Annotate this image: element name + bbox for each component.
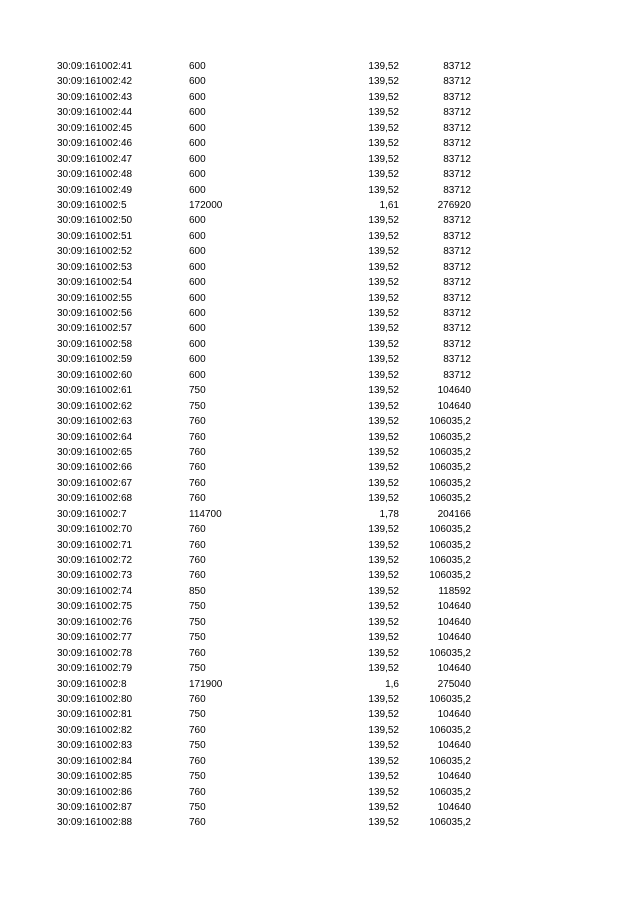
value-cell: 83712 bbox=[443, 230, 471, 242]
table-row bbox=[0, 661, 640, 676]
area-cell: 171900 bbox=[189, 678, 223, 690]
area-cell: 600 bbox=[189, 308, 206, 319]
table-row bbox=[0, 337, 640, 352]
table-row bbox=[0, 90, 640, 105]
cadastral-number-cell: 30:09:161002:77 bbox=[57, 632, 133, 644]
table-row bbox=[0, 167, 640, 182]
cadastral-number-cell: 30:09:161002:59 bbox=[57, 354, 133, 366]
value-cell: 83712 bbox=[443, 61, 471, 72]
area-cell: 760 bbox=[189, 446, 206, 458]
rate-cell: 1,78 bbox=[379, 508, 399, 520]
area-cell: 600 bbox=[189, 246, 206, 258]
area-cell: 600 bbox=[189, 292, 206, 304]
area-cell: 600 bbox=[189, 230, 206, 242]
table-row bbox=[0, 584, 640, 599]
cadastral-number-cell: 30:09:161002:52 bbox=[57, 246, 133, 258]
value-cell: 106035,2 bbox=[429, 724, 471, 736]
table-row bbox=[0, 399, 640, 414]
table-row bbox=[0, 275, 640, 290]
area-cell: 760 bbox=[189, 647, 206, 659]
table-row bbox=[0, 815, 640, 830]
value-cell: 118592 bbox=[438, 585, 471, 597]
value-cell: 83712 bbox=[443, 246, 471, 258]
rate-cell: 139,52 bbox=[368, 277, 399, 289]
rate-cell: 139,52 bbox=[368, 663, 399, 675]
rate-cell: 139,52 bbox=[368, 709, 399, 721]
rate-cell: 139,52 bbox=[368, 184, 399, 196]
area-cell: 760 bbox=[189, 555, 206, 566]
area-cell: 750 bbox=[189, 771, 206, 783]
area-cell: 760 bbox=[189, 724, 206, 736]
cadastral-number-cell: 30:09:161002:65 bbox=[57, 446, 133, 458]
cadastral-number-cell: 30:09:161002:71 bbox=[57, 539, 133, 551]
value-cell: 106035,2 bbox=[429, 431, 471, 443]
value-cell: 104640 bbox=[437, 771, 471, 783]
area-cell: 600 bbox=[189, 261, 206, 273]
cadastral-number-cell: 30:09:161002:50 bbox=[57, 215, 133, 227]
cadastral-number-cell: 30:09:161002:55 bbox=[57, 292, 133, 304]
cadastral-number-cell: 30:09:161002:66 bbox=[57, 462, 133, 474]
rate-cell: 139,52 bbox=[368, 724, 399, 736]
value-cell: 106035,2 bbox=[429, 647, 471, 659]
cadastral-number-cell: 30:09:161002:45 bbox=[57, 122, 133, 134]
table-row bbox=[0, 738, 640, 753]
rate-cell: 139,52 bbox=[368, 632, 399, 644]
cadastral-number-cell: 30:09:161002:5 bbox=[57, 199, 127, 211]
value-cell: 83712 bbox=[443, 215, 471, 227]
table-row bbox=[0, 59, 640, 74]
area-cell: 172000 bbox=[189, 199, 223, 211]
table-row bbox=[0, 723, 640, 738]
value-cell: 83712 bbox=[443, 261, 471, 273]
area-cell: 600 bbox=[189, 169, 206, 181]
rate-cell: 139,52 bbox=[368, 91, 399, 103]
cadastral-number-cell: 30:09:161002:8 bbox=[57, 678, 127, 690]
rate-cell: 139,52 bbox=[368, 230, 399, 242]
value-cell: 104640 bbox=[437, 385, 471, 397]
value-cell: 83712 bbox=[443, 107, 471, 119]
rate-cell: 139,52 bbox=[368, 107, 399, 119]
value-cell: 104640 bbox=[437, 616, 471, 628]
table-row bbox=[0, 383, 640, 398]
cadastral-number-cell: 30:09:161002:43 bbox=[57, 91, 133, 103]
table-row bbox=[0, 105, 640, 120]
value-cell: 106035,2 bbox=[429, 524, 471, 536]
table-row bbox=[0, 538, 640, 553]
area-cell: 760 bbox=[189, 570, 206, 582]
rate-cell: 139,52 bbox=[368, 802, 399, 813]
table-row bbox=[0, 568, 640, 583]
table-row bbox=[0, 491, 640, 506]
cadastral-number-cell: 30:09:161002:78 bbox=[57, 647, 133, 659]
rate-cell: 139,52 bbox=[368, 338, 399, 350]
rate-cell: 139,52 bbox=[368, 369, 399, 381]
table-row bbox=[0, 291, 640, 306]
cadastral-number-cell: 30:09:161002:84 bbox=[57, 755, 133, 767]
cadastral-number-cell: 30:09:161002:73 bbox=[57, 570, 133, 582]
cadastral-number-cell: 30:09:161002:81 bbox=[57, 709, 133, 721]
cadastral-number-cell: 30:09:161002:57 bbox=[57, 323, 133, 335]
rate-cell: 139,52 bbox=[368, 122, 399, 134]
table-row bbox=[0, 306, 640, 321]
value-cell: 104640 bbox=[437, 632, 471, 644]
rate-cell: 139,52 bbox=[368, 400, 399, 412]
table-row bbox=[0, 677, 640, 692]
value-cell: 83712 bbox=[443, 153, 471, 165]
area-cell: 760 bbox=[189, 539, 206, 551]
cadastral-number-cell: 30:09:161002:42 bbox=[57, 76, 133, 88]
value-cell: 83712 bbox=[443, 369, 471, 381]
area-cell: 750 bbox=[189, 616, 206, 628]
rate-cell: 139,52 bbox=[368, 138, 399, 150]
rate-cell: 139,52 bbox=[368, 693, 399, 705]
value-cell: 106035,2 bbox=[429, 539, 471, 551]
area-cell: 600 bbox=[189, 122, 206, 134]
cadastral-number-cell: 30:09:161002:58 bbox=[57, 338, 133, 350]
rate-cell: 139,52 bbox=[368, 323, 399, 335]
table-row bbox=[0, 507, 640, 522]
rate-cell: 139,52 bbox=[368, 555, 399, 566]
rate-cell: 139,52 bbox=[368, 215, 399, 227]
cadastral-number-cell: 30:09:161002:47 bbox=[57, 153, 133, 165]
area-cell: 600 bbox=[189, 138, 206, 150]
table-row bbox=[0, 321, 640, 336]
value-cell: 204166 bbox=[437, 508, 471, 520]
cadastral-number-cell: 30:09:161002:88 bbox=[57, 817, 133, 829]
rate-cell: 139,52 bbox=[368, 524, 399, 536]
rate-cell: 139,52 bbox=[368, 292, 399, 304]
table-row bbox=[0, 769, 640, 784]
area-cell: 600 bbox=[189, 91, 206, 103]
rate-cell: 139,52 bbox=[368, 416, 399, 428]
area-cell: 750 bbox=[189, 740, 206, 752]
data-table bbox=[0, 59, 640, 831]
area-cell: 750 bbox=[189, 802, 206, 813]
area-cell: 760 bbox=[189, 524, 206, 536]
rate-cell: 1,6 bbox=[385, 678, 399, 690]
value-cell: 104640 bbox=[437, 663, 471, 675]
table-row bbox=[0, 414, 640, 429]
cadastral-number-cell: 30:09:161002:44 bbox=[57, 107, 133, 119]
table-row bbox=[0, 368, 640, 383]
rate-cell: 139,52 bbox=[368, 354, 399, 366]
table-row bbox=[0, 74, 640, 89]
area-cell: 600 bbox=[189, 61, 206, 72]
cadastral-number-cell: 30:09:161002:86 bbox=[57, 786, 133, 798]
area-cell: 760 bbox=[189, 462, 206, 474]
table-row bbox=[0, 615, 640, 630]
cadastral-number-cell: 30:09:161002:79 bbox=[57, 663, 133, 675]
value-cell: 83712 bbox=[443, 308, 471, 319]
area-cell: 750 bbox=[189, 709, 206, 721]
cadastral-number-cell: 30:09:161002:80 bbox=[57, 693, 133, 705]
rate-cell: 139,52 bbox=[368, 431, 399, 443]
table-row bbox=[0, 213, 640, 228]
area-cell: 750 bbox=[189, 663, 206, 675]
area-cell: 600 bbox=[189, 153, 206, 165]
area-cell: 760 bbox=[189, 817, 206, 829]
cadastral-number-cell: 30:09:161002:46 bbox=[57, 138, 133, 150]
area-cell: 600 bbox=[189, 369, 206, 381]
rate-cell: 139,52 bbox=[368, 539, 399, 551]
table-row bbox=[0, 553, 640, 568]
value-cell: 83712 bbox=[443, 76, 471, 88]
value-cell: 83712 bbox=[443, 338, 471, 350]
area-cell: 760 bbox=[189, 693, 206, 705]
table-row bbox=[0, 430, 640, 445]
cadastral-number-cell: 30:09:161002:83 bbox=[57, 740, 133, 752]
value-cell: 104640 bbox=[437, 400, 471, 412]
table-row bbox=[0, 445, 640, 460]
value-cell: 106035,2 bbox=[429, 755, 471, 767]
value-cell: 106035,2 bbox=[429, 570, 471, 582]
value-cell: 106035,2 bbox=[429, 462, 471, 474]
value-cell: 83712 bbox=[443, 292, 471, 304]
cadastral-number-cell: 30:09:161002:53 bbox=[57, 261, 133, 273]
rate-cell: 139,52 bbox=[368, 786, 399, 798]
value-cell: 83712 bbox=[443, 354, 471, 366]
table-row bbox=[0, 630, 640, 645]
area-cell: 750 bbox=[189, 632, 206, 644]
area-cell: 600 bbox=[189, 354, 206, 366]
cadastral-number-cell: 30:09:161002:60 bbox=[57, 369, 133, 381]
rate-cell: 139,52 bbox=[368, 493, 399, 505]
value-cell: 106035,2 bbox=[429, 446, 471, 458]
table-row bbox=[0, 152, 640, 167]
table-row bbox=[0, 229, 640, 244]
rate-cell: 139,52 bbox=[368, 261, 399, 273]
cadastral-number-cell: 30:09:161002:70 bbox=[57, 524, 133, 536]
rate-cell: 139,52 bbox=[368, 153, 399, 165]
value-cell: 83712 bbox=[443, 323, 471, 335]
rate-cell: 139,52 bbox=[368, 477, 399, 489]
table-row bbox=[0, 198, 640, 213]
table-row bbox=[0, 183, 640, 198]
value-cell: 106035,2 bbox=[429, 493, 471, 505]
value-cell: 106035,2 bbox=[429, 786, 471, 798]
cadastral-number-cell: 30:09:161002:62 bbox=[57, 400, 133, 412]
value-cell: 83712 bbox=[443, 184, 471, 196]
table-row bbox=[0, 692, 640, 707]
cadastral-number-cell: 30:09:161002:7 bbox=[57, 508, 127, 520]
cadastral-number-cell: 30:09:161002:72 bbox=[57, 555, 133, 566]
value-cell: 83712 bbox=[443, 138, 471, 150]
value-cell: 106035,2 bbox=[429, 477, 471, 489]
table-row bbox=[0, 352, 640, 367]
area-cell: 600 bbox=[189, 76, 206, 88]
table-row bbox=[0, 460, 640, 475]
table-row bbox=[0, 707, 640, 722]
area-cell: 750 bbox=[189, 400, 206, 412]
cadastral-number-cell: 30:09:161002:87 bbox=[57, 802, 133, 813]
table-row bbox=[0, 785, 640, 800]
value-cell: 106035,2 bbox=[429, 555, 471, 566]
value-cell: 275040 bbox=[437, 678, 471, 690]
area-cell: 600 bbox=[189, 215, 206, 227]
area-cell: 750 bbox=[189, 385, 206, 397]
value-cell: 83712 bbox=[443, 277, 471, 289]
rate-cell: 139,52 bbox=[368, 462, 399, 474]
rate-cell: 139,52 bbox=[368, 601, 399, 613]
area-cell: 760 bbox=[189, 786, 206, 798]
table-row bbox=[0, 121, 640, 136]
cadastral-number-cell: 30:09:161002:64 bbox=[57, 431, 133, 443]
area-cell: 750 bbox=[189, 601, 206, 613]
cadastral-number-cell: 30:09:161002:48 bbox=[57, 169, 133, 181]
table-row bbox=[0, 522, 640, 537]
value-cell: 104640 bbox=[437, 601, 471, 613]
value-cell: 106035,2 bbox=[429, 693, 471, 705]
table-row bbox=[0, 800, 640, 815]
value-cell: 83712 bbox=[443, 91, 471, 103]
rate-cell: 139,52 bbox=[368, 169, 399, 181]
table-row bbox=[0, 646, 640, 661]
table-row bbox=[0, 754, 640, 769]
cadastral-number-cell: 30:09:161002:85 bbox=[57, 771, 133, 783]
value-cell: 83712 bbox=[443, 122, 471, 134]
rate-cell: 139,52 bbox=[368, 616, 399, 628]
cadastral-number-cell: 30:09:161002:54 bbox=[57, 277, 133, 289]
rate-cell: 139,52 bbox=[368, 246, 399, 258]
cadastral-number-cell: 30:09:161002:68 bbox=[57, 493, 133, 505]
rate-cell: 139,52 bbox=[368, 585, 399, 597]
rate-cell: 139,52 bbox=[368, 446, 399, 458]
rate-cell: 139,52 bbox=[368, 308, 399, 319]
value-cell: 106035,2 bbox=[429, 817, 471, 829]
cadastral-number-cell: 30:09:161002:75 bbox=[57, 601, 133, 613]
cadastral-number-cell: 30:09:161002:41 bbox=[57, 61, 133, 72]
value-cell: 104640 bbox=[437, 709, 471, 721]
cadastral-number-cell: 30:09:161002:76 bbox=[57, 616, 133, 628]
table-row bbox=[0, 136, 640, 151]
cadastral-number-cell: 30:09:161002:51 bbox=[57, 230, 133, 242]
rate-cell: 139,52 bbox=[368, 385, 399, 397]
area-cell: 600 bbox=[189, 107, 206, 119]
cadastral-number-cell: 30:09:161002:49 bbox=[57, 184, 133, 196]
rate-cell: 139,52 bbox=[368, 76, 399, 88]
area-cell: 760 bbox=[189, 493, 206, 505]
rate-cell: 139,52 bbox=[368, 740, 399, 752]
cadastral-number-cell: 30:09:161002:61 bbox=[57, 385, 133, 397]
value-cell: 104640 bbox=[437, 740, 471, 752]
area-cell: 600 bbox=[189, 323, 206, 335]
rate-cell: 139,52 bbox=[368, 61, 399, 72]
area-cell: 760 bbox=[189, 477, 206, 489]
cadastral-number-cell: 30:09:161002:82 bbox=[57, 724, 133, 736]
area-cell: 600 bbox=[189, 338, 206, 350]
cadastral-number-cell: 30:09:161002:74 bbox=[57, 585, 133, 597]
area-cell: 760 bbox=[189, 431, 206, 443]
value-cell: 104640 bbox=[437, 802, 471, 813]
table-row bbox=[0, 260, 640, 275]
area-cell: 850 bbox=[189, 585, 206, 597]
area-cell: 600 bbox=[189, 277, 206, 289]
table-row bbox=[0, 244, 640, 259]
value-cell: 106035,2 bbox=[429, 416, 471, 428]
area-cell: 114700 bbox=[189, 508, 222, 520]
table-row bbox=[0, 476, 640, 491]
cadastral-number-cell: 30:09:161002:63 bbox=[57, 416, 133, 428]
rate-cell: 1,61 bbox=[379, 199, 399, 211]
area-cell: 760 bbox=[189, 755, 206, 767]
area-cell: 600 bbox=[189, 184, 206, 196]
rate-cell: 139,52 bbox=[368, 570, 399, 582]
rate-cell: 139,52 bbox=[368, 647, 399, 659]
table-row bbox=[0, 599, 640, 614]
rate-cell: 139,52 bbox=[368, 817, 399, 829]
rate-cell: 139,52 bbox=[368, 755, 399, 767]
value-cell: 276920 bbox=[437, 199, 471, 211]
area-cell: 760 bbox=[189, 416, 206, 428]
cadastral-number-cell: 30:09:161002:56 bbox=[57, 308, 133, 319]
value-cell: 83712 bbox=[443, 169, 471, 181]
cadastral-number-cell: 30:09:161002:67 bbox=[57, 477, 133, 489]
rate-cell: 139,52 bbox=[368, 771, 399, 783]
